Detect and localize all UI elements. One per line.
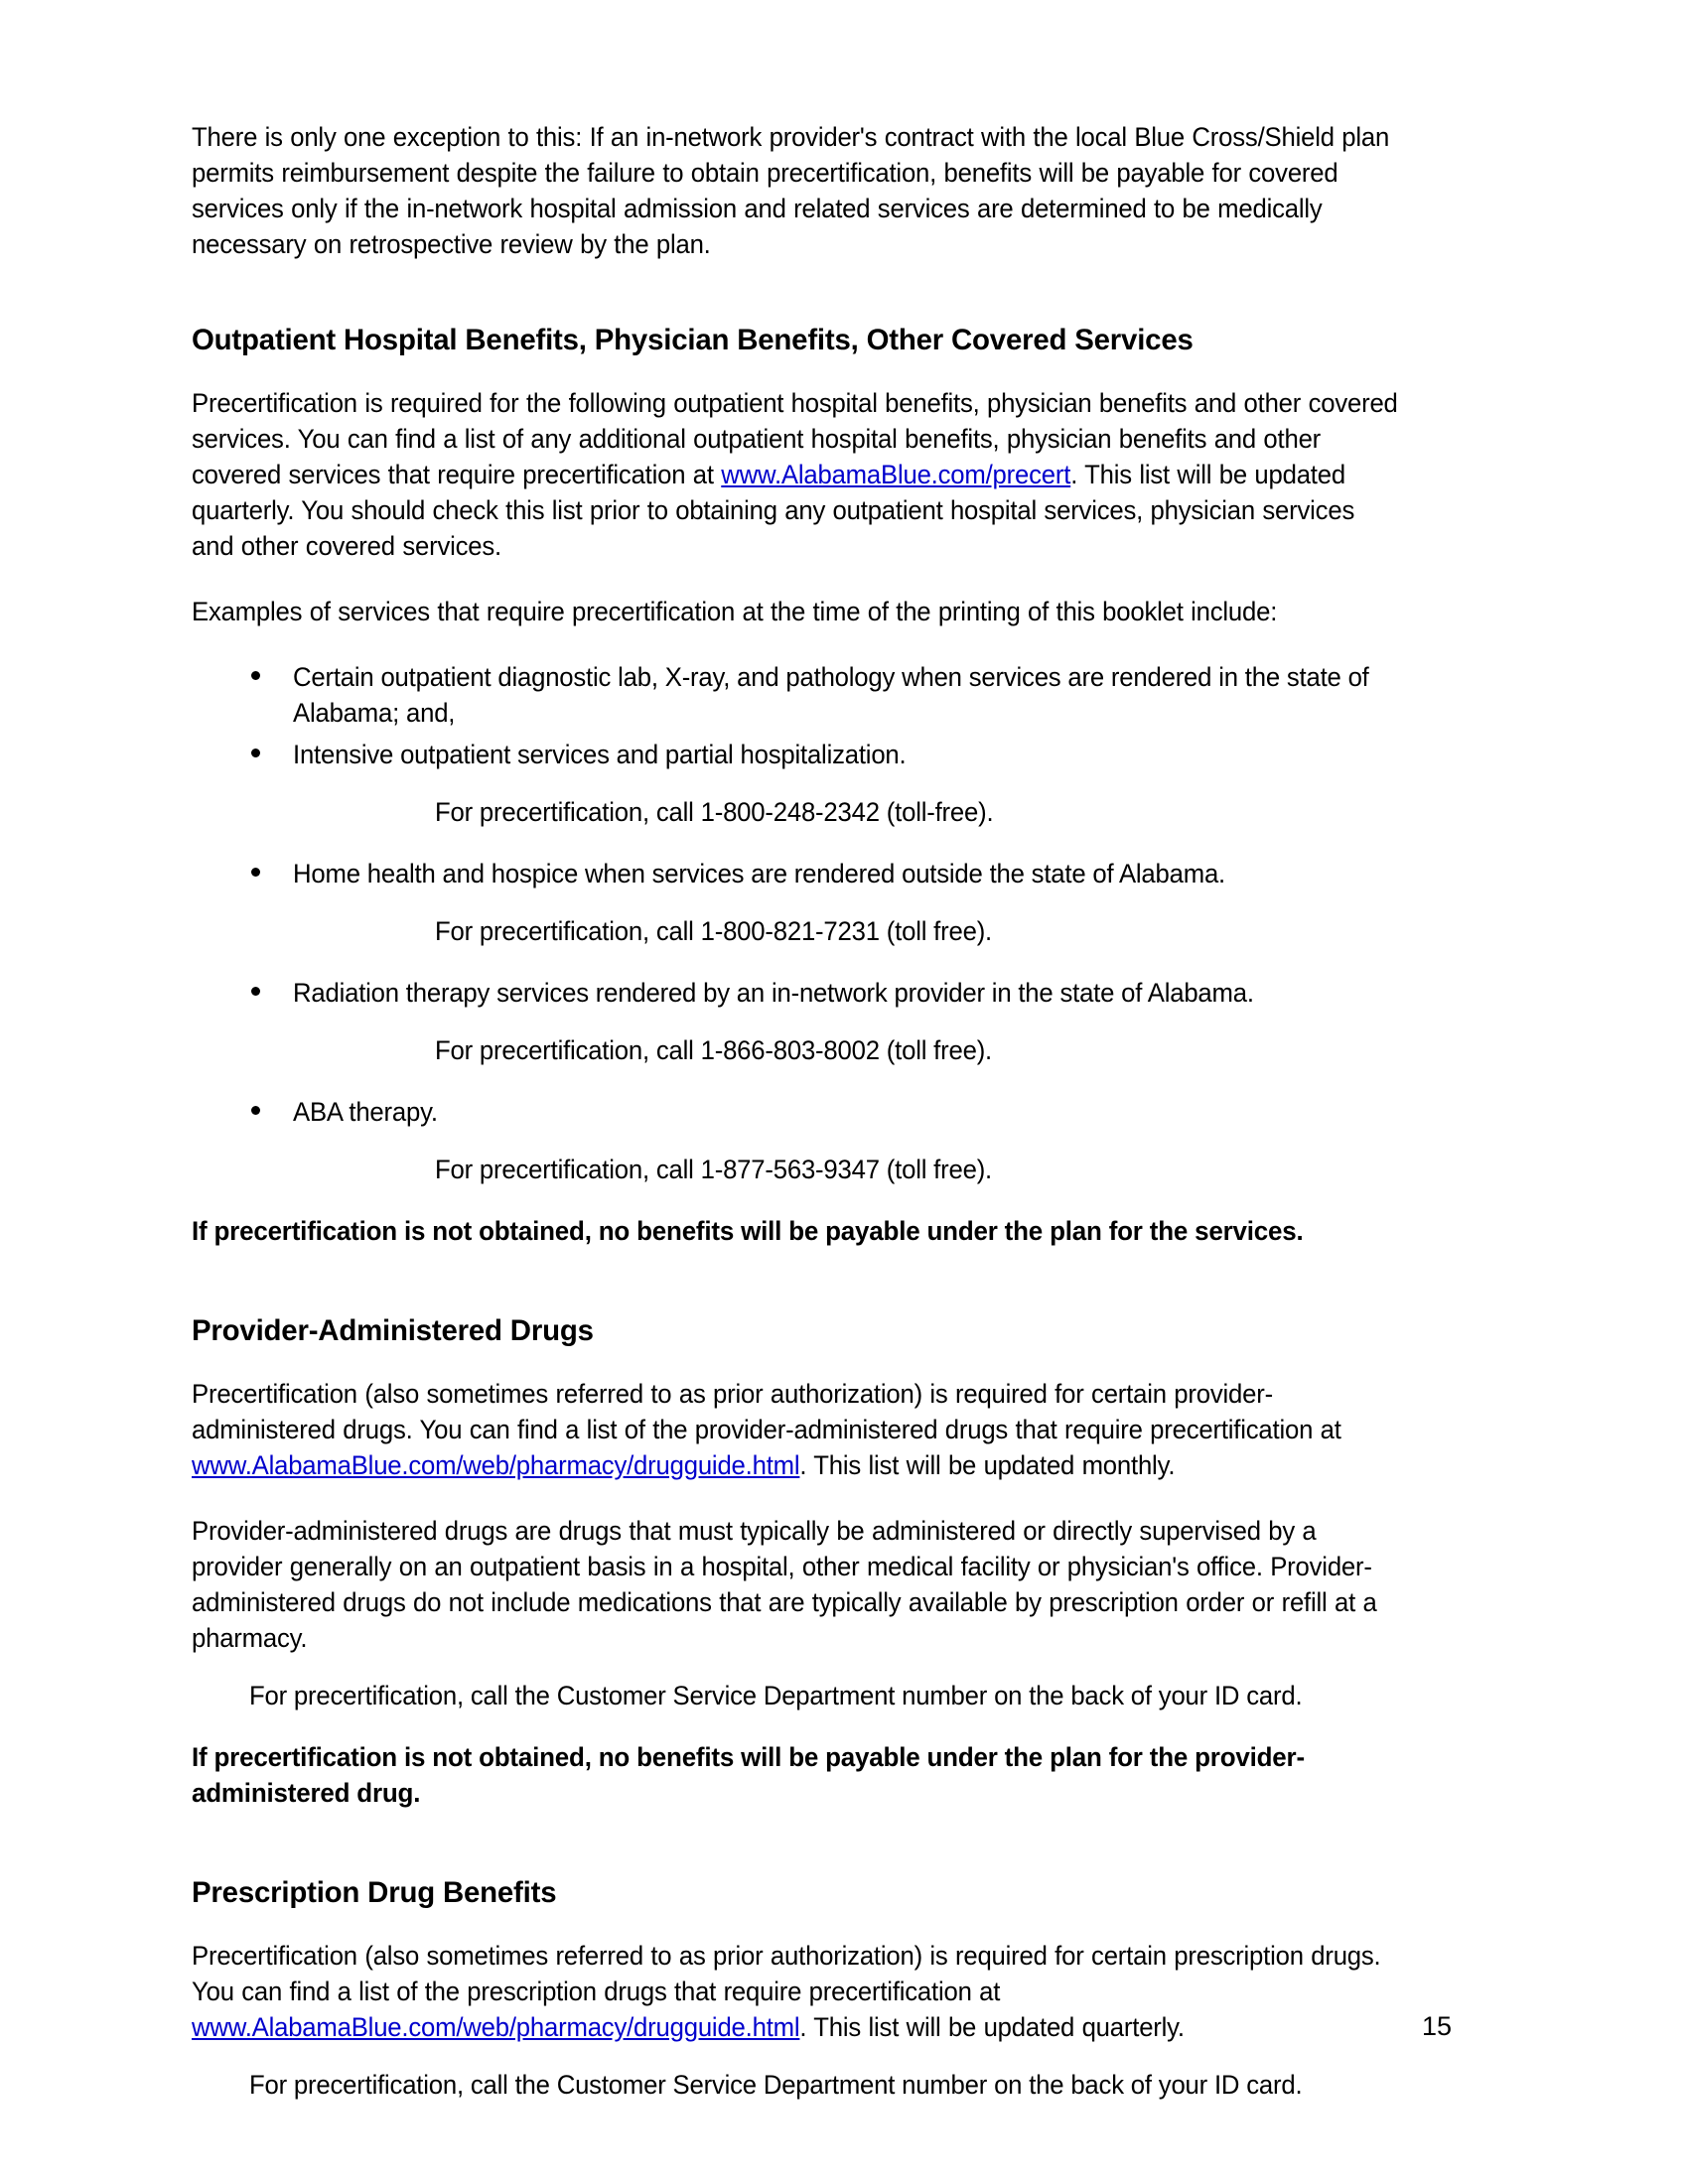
list-item <box>192 1094 1441 1130</box>
link-alabamablue-drugguide-prescription[interactable]: www.AlabamaBlue.com/web/pharmacy/drugguide.html <box>192 2012 800 2042</box>
list-item-label: ABA therapy. <box>293 1097 438 1127</box>
precert-phone-text: For precertification, call 1-800-248-2342 (toll-free). <box>435 797 994 827</box>
bullet-dot-icon <box>251 671 260 680</box>
link-alabamablue-drugguide[interactable]: www.AlabamaBlue.com/web/pharmacy/drugguide.html <box>192 1450 800 1480</box>
provider-drugs-paragraph-1 <box>192 1376 1403 1483</box>
list-item-label: Certain outpatient diagnostic lab, X-ray, and pathology when services are rendered in the state of Alabama; and, <box>293 662 1369 728</box>
spacer <box>192 1811 1441 1874</box>
provider-drugs-bold-note: If precertification is not obtained, no benefits will be payable under the plan for the provider-administered drug. <box>192 1742 1305 1808</box>
list-item-label: Intensive outpatient services and partial hospitalization. <box>293 740 907 769</box>
outpatient-paragraph-1-post: . This list will be updated quarterly. You should check this list prior to obtaining any outpatient hospital services, physician services and other covered services. <box>192 460 1355 561</box>
prescription-drugs-callout <box>192 2067 1441 2103</box>
outpatient-paragraph-1 <box>192 385 1403 564</box>
provider-drugs-paragraph-1-post: . This list will be updated monthly. <box>799 1450 1176 1480</box>
bullet-dot-icon <box>251 1106 260 1115</box>
heading-outpatient-hospital-benefits: Outpatient Hospital Benefits, Physician Benefits, Other Covered Services <box>192 324 1194 356</box>
heading-provider-administered-drugs: Provider-Administered Drugs <box>192 1314 594 1347</box>
precert-phone-callout <box>192 1152 1441 1187</box>
provider-drugs-paragraph-2: Provider-administered drugs are drugs that must typically be administered or directly supervised by a provider generally on an outpatient basis in a hospital, other medical facility or physician's office. Provider-administered drugs do not include medications that are typically available by prescription order or refill at a pharmacy. <box>192 1516 1377 1653</box>
precert-phone-callout <box>192 794 1441 830</box>
bullet-dot-icon <box>251 749 260 757</box>
prescription-drugs-paragraph-1 <box>192 1938 1403 2045</box>
bullet-dot-icon <box>251 868 260 877</box>
outpatient-paragraph-1-pre: Precertification is required for the following outpatient hospital benefits, physician benefits and other covered services. You can find a list of any additional outpatient hospital benefits, physician benefits and other covered services that require precertification at <box>192 388 1398 489</box>
page-number: 15 <box>1422 2011 1453 2041</box>
spacer <box>192 292 1441 322</box>
page-content <box>192 119 1441 2128</box>
link-alabamablue-precert[interactable]: www.AlabamaBlue.com/precert <box>721 460 1071 489</box>
outpatient-bold-note: If precertification is not obtained, no benefits will be payable under the plan for the services. <box>192 1216 1304 1246</box>
precert-phone-callout <box>192 913 1441 949</box>
spacer <box>192 1249 1441 1312</box>
precert-phone-text: For precertification, call 1-877-563-9347 (toll free). <box>435 1155 993 1184</box>
list-item <box>192 975 1441 1011</box>
prescription-drugs-paragraph-1-pre: Precertification (also sometimes referred to as prior authorization) is required for certain prescription drugs. You can find a list of the prescription drugs that require precertification at <box>192 1941 1381 2006</box>
list-item <box>192 737 1441 772</box>
list-item <box>192 659 1441 731</box>
intro-paragraph: There is only one exception to this: If an in-network provider's contract with the local Blue Cross/Shield plan permits reimbursement despite the failure to obtain precertification, benefits will be payable for covered services only if the in-network hospital admission and related services are determined to be medically necessary on retrospective review by the plan. <box>192 122 1390 259</box>
list-item-label: Home health and hospice when services are rendered outside the state of Alabama. <box>293 859 1226 888</box>
heading-prescription-drug-benefits: Prescription Drug Benefits <box>192 1876 557 1909</box>
outpatient-services-bullet-list <box>192 659 1441 1187</box>
outpatient-paragraph-2: Examples of services that require precertification at the time of the printing of this booklet include: <box>192 597 1278 626</box>
bullet-dot-icon <box>251 987 260 996</box>
list-item <box>192 856 1441 891</box>
list-item-label: Radiation therapy services rendered by an in-network provider in the state of Alabama. <box>293 978 1254 1008</box>
provider-drugs-callout <box>192 1678 1441 1713</box>
provider-drugs-callout-text: For precertification, call the Customer Service Department number on the back of your ID card. <box>249 1681 1303 1710</box>
precert-phone-text: For precertification, call 1-866-803-8002 (toll free). <box>435 1035 993 1065</box>
provider-drugs-paragraph-1-pre: Precertification (also sometimes referred to as prior authorization) is required for certain provider-administered drugs. You can find a list of the provider-administered drugs that require precertification at <box>192 1379 1341 1444</box>
precert-phone-callout <box>192 1032 1441 1068</box>
prescription-drugs-callout-text: For precertification, call the Customer Service Department number on the back of your ID card. <box>249 2070 1303 2100</box>
precert-phone-text: For precertification, call 1-800-821-7231 (toll free). <box>435 916 993 946</box>
prescription-drugs-paragraph-1-post: . This list will be updated quarterly. <box>799 2012 1185 2042</box>
